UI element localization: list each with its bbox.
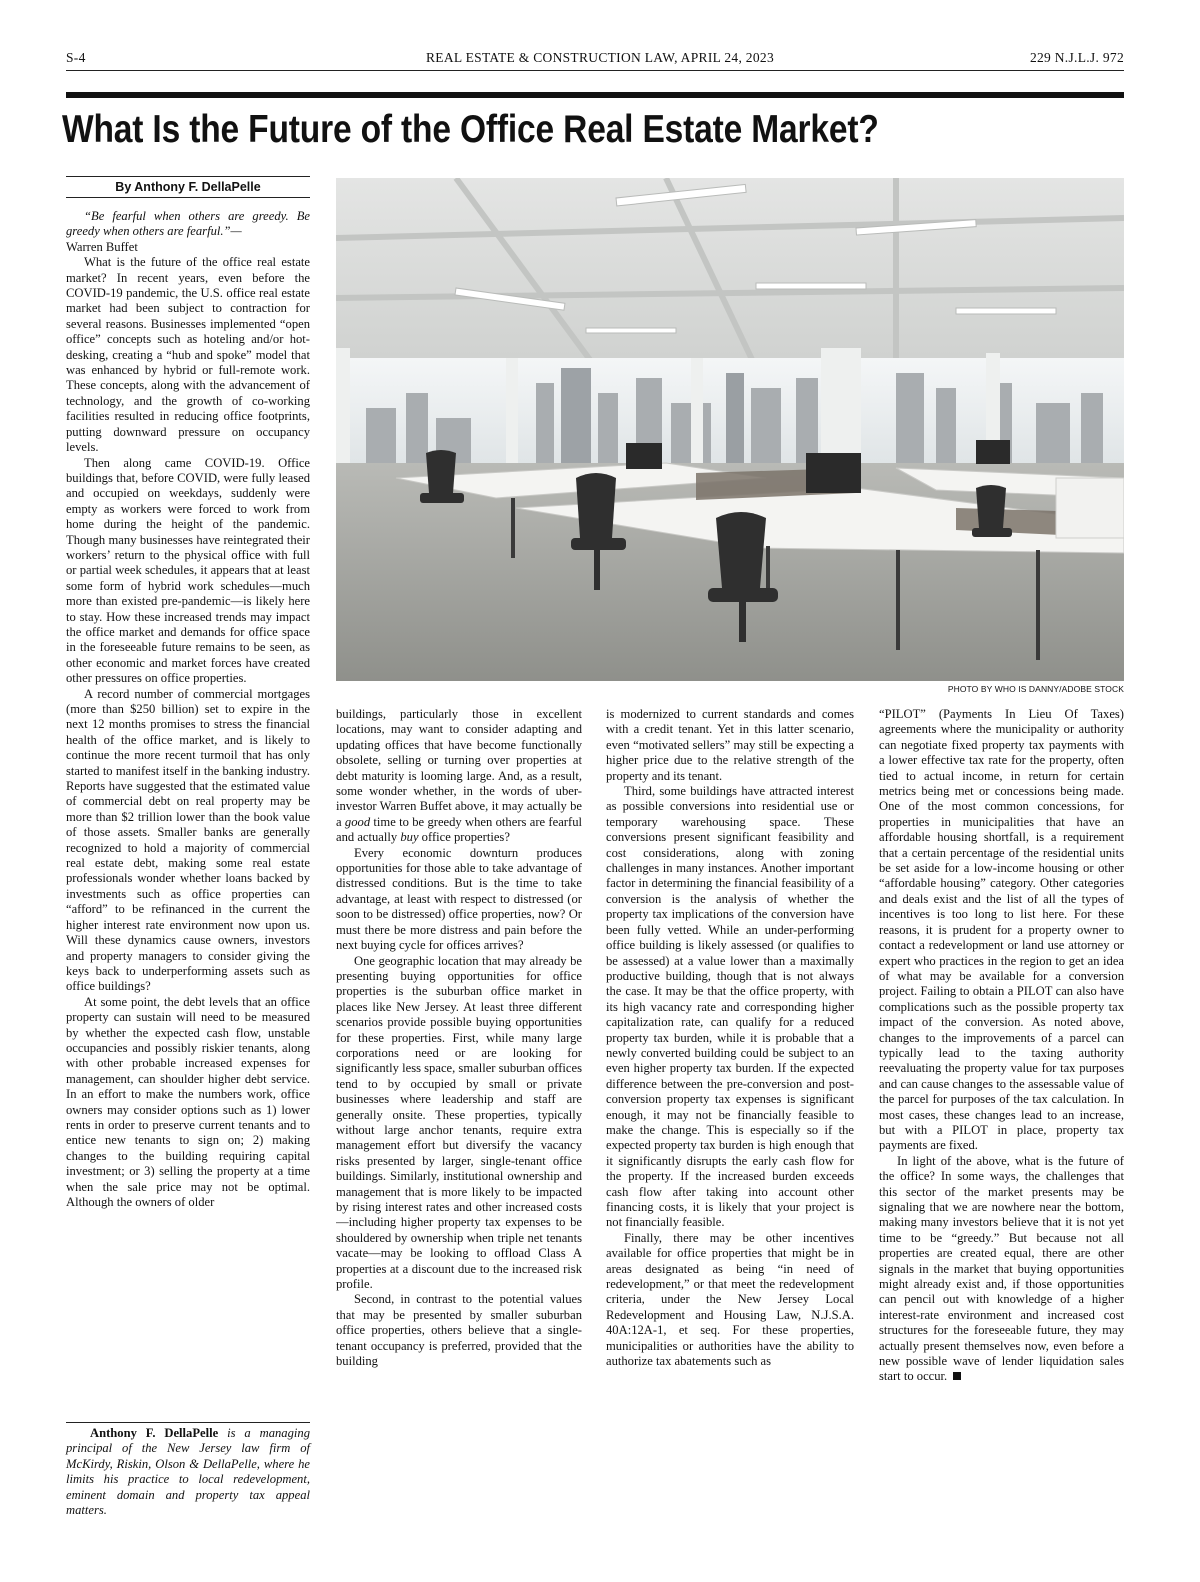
section-header: REAL ESTATE & CONSTRUCTION LAW, APRIL 24, 2023 (425, 50, 775, 65)
paragraph: Finally, there may be other incentives available for office properties that might be in areas designated as being “in need of redevelopment,” or that meet the redevelopment criteria, under the New Jersey Local Redevelopment and Housing Law, N.J.S.A. 40A:12A-1, et seq. For these properties, municipalities or authorities have the ability to authorize tax abatements such as (606, 1230, 854, 1369)
title-rule (66, 92, 1124, 98)
paragraph: Second, in contrast to the potential values that may be presented by smaller suburban office properties, others believe that a single-tenant occupancy is preferred, provided that the building (336, 1292, 582, 1369)
paragraph: In light of the above, what is the future of the office? In some ways, the challenges that this sector of the market presents may be signaling that we are nowhere near the bottom, making many investors believe that it is not yet time to be “greedy.” But because not all properties are created equal, there are other signals in the market that buying opportunities might already exist and, if those opportunities can pencil out with knowledge of a higher interest-rate environment and increased cost structures for the foreseeable future, they may actually present themselves now, even before a new possible wave of lender liquidation sales start to occur. (879, 1153, 1124, 1384)
end-mark-icon (953, 1372, 961, 1380)
article-column-4 (879, 707, 1124, 1547)
epigraph-author: Warren Buffet (66, 239, 138, 254)
epigraph: “Be fearful when others are greedy. Be greedy when others are fearful.”— (66, 209, 310, 239)
byline: By Anthony F. DellaPelle (66, 176, 310, 198)
paragraph: One geographic location that may already be presenting buying opportunities for office properties is the suburban office market in places like New Jersey. At least three different scenarios provide possible buying opportunities for these properties. First, while many large corporations need or are looking for significantly less space, smaller suburban offices tend to by occupied by small or private businesses where leadership and staff are generally onsite. These properties, typically without large anchor tenants, require extra management effort but diversify the vacancy risks presented by larger, single-tenant office buildings. Similarly, institutional ownership and management that is more likely to be impacted by rising interest rates and other increased costs—including higher property tax expenses to be shouldered by ownership when triple net tenants vacate—may be looking to offload Class A properties at a discount due to the increased risk profile. (336, 953, 582, 1292)
article-column-3 (606, 707, 854, 1547)
paragraph: A record number of commercial mortgages (more than $250 billion) set to expire in the next 12 months promises to stress the financial health of the office market, and is likely to continue the more recent turmoil that has only started to manifest itself in the banking industry. Reports have suggested that the estimated value of commercial debt on real property may be more than $2 trillion lower than the book value of those assets. Smaller banks are generally recognized to hold a majority of commercial real estate debt, making some real estate professionals wonder whether loans backed by investments such as office properties can “afford” to be refinanced in the current the higher interest rate environment now upon us. Will these dynamics cause owners, investors and property managers to consider giving the keys back to underperforming assets such as office buildings? (66, 686, 310, 994)
paragraph: “PILOT” (Payments In Lieu Of Taxes) agreements where the municipality or authority can negotiate fixed property tax payments with a lower effective tax rate for the property, often tied to actual income, in return for certain metrics being met or concessions being made. One of the most common concessions, for properties in municipalities that have an affordable housing shortfall, is a requirement that a certain percentage of the residential units be set aside for a low-income housing or other “affordable housing” category. Other categories and deals exist and the list of all the types of incentives is too long to list here. For these reasons, it is prudent for a property owner to contact a redevelopment or land use attorney or expert who practices in the region to get an idea of what may be available for a conversion project. Failing to obtain a PILOT can also have complications such as the possible property tax impact of the conversion. As noted above, changes to the improvements of a parcel can typically lead to the taxing authority reevaluating the property value for tax purposes and can cause changes to the assessable value of the parcel for purposes of the tax calculation. In most cases, these changes lead to an increase, but with a PILOT in place, property tax payments are fixed. (879, 707, 1124, 1153)
page-number: S-4 (66, 50, 86, 65)
article-title: What Is the Future of the Office Real Estate Market? (62, 108, 879, 151)
paragraph: is modernized to current standards and comes with a credit tenant. Yet in this latter scenario, even “motivated sellers” may still be expecting a higher price due to the relative strength of the property and its tenant. (606, 707, 854, 783)
paragraph: Then along came COVID-19. Office buildings that, before COVID, were fully leased and occupied on weekdays, suddenly were empty as workers were forced to work from home during the height of the pandemic. Though many businesses have reintegrated their workers’ return to the physical office with full or partial week schedules, it appears that at least some form of hybrid work schedules—much more than existed pre-pandemic—is likely here to stay. How these increased trends may impact the office market and demands for office space in the foreseeable future remains to be seen, as other economic and market forces have created other pressures on office properties. (66, 455, 310, 686)
article-column-2 (336, 707, 582, 1547)
author-bio (66, 1426, 310, 1518)
bio-rule (66, 1422, 310, 1423)
paragraph: buildings, particularly those in excellent locations, may want to consider adapting and updating offices that have become functionally obsolete, selling or turning over properties at debt maturity is looming large. And, as a result, some wonder whether, in the words of uber-investor Warren Buffet above, it may actually be a good time to be greedy when others are fearful and actually buy office properties? (336, 707, 582, 845)
header-rule (66, 70, 1124, 71)
paragraph: Third, some buildings have attracted interest as possible conversions into residential use or temporary warehousing space. These conversions present significant feasibility and cost considerations, along with zoning challenges in many instances. Another important factor in determining the financial feasibility of a conversion is the analysis of whether the property tax implications of the conversion have been fully vetted. While an under-performing office building is likely assessed (or qualifies to be assessed) at a value lower than a maximally productive building, though that is not always the case. It may be that the office property, with its high vacancy rate and corresponding higher capitalization rate, can qualify for a reduced property tax burden, while it is probable that a newly converted building could be subject to an even higher property tax burden. If the expected difference between the pre-conversion and post-conversion property tax expenses is significant enough, it may not be financially feasible to make the change. This is especially so if the expected property tax burden is high enough that it significantly disrupts the early cash flow for the property. If the increased burden exceeds cash flow after taking into account other financing costs, it is likely that your project is not financially feasible. (606, 784, 854, 1230)
article-column-1 (66, 209, 310, 1419)
bio-text: is a managing principal of the New Jersey law firm of McKirdy, Riskin, Olson & DellaPelle, where he limits his practice to local redevelopment, eminent domain and property tax appeal matters. (66, 1426, 310, 1518)
paragraph: At some point, the debt levels that an office property can sustain will need to be measured by whether the expected cash flow, unstable occupancies and possibly riskier tenants, along with other probable increased expenses for management, can shoulder higher debt service. In an effort to make the numbers work, office owners may consider options such as 1) lower rents in order to preserve current tenants and to entice new tenants to sign on; 2) making changes to the building requiring capital investment; or 3) selling the property at a time when the sale price may not be optimal. Although the owners of older (66, 994, 310, 1209)
paragraph: Every economic downturn produces opportunities for those able to take advantage of distressed conditions. But is the time to take advantage, at least with respect to distressed (or soon to be distressed) office properties, now? Or must there be more distress and pain before the next buying cycle for offices arrives? (336, 845, 582, 953)
bio-name: Anthony F. DellaPelle (90, 1426, 219, 1440)
photo-credit: PHOTO BY WHO IS DANNY/ADOBE STOCK (947, 684, 1124, 694)
office-photo (336, 178, 1124, 681)
paragraph: What is the future of the office real estate market? In recent years, even before the COVID-19 pandemic, the U.S. office real estate market had been subject to contraction for several reasons. Businesses implemented “open office” concepts such as hoteling and/or hot-desking, creating a “hub and spoke” model that was enhanced by hybrid or full-remote work. These concepts, along with the advancement of technology, and the growth of co-working facilities resulted in reducing office footprints, putting downward pressure on occupancy levels. (66, 255, 310, 455)
citation: 229 N.J.L.J. 972 (1029, 50, 1124, 65)
